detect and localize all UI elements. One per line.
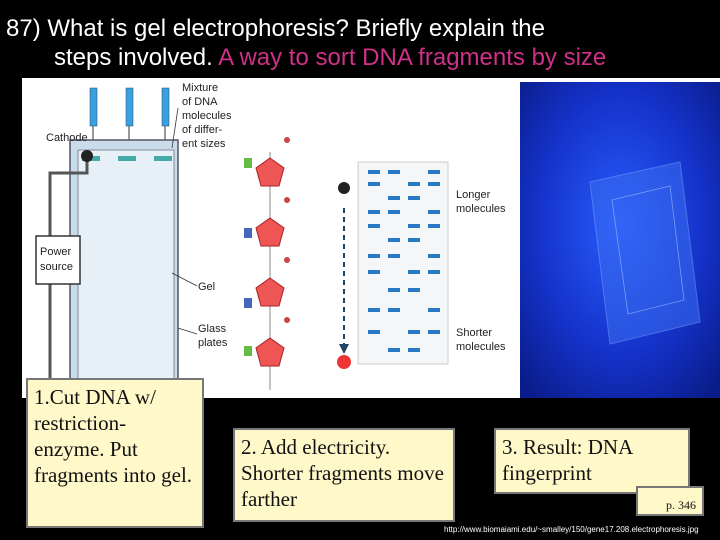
- mixture-label-4: of differ-: [182, 124, 223, 136]
- gel-band: [368, 254, 380, 258]
- gel-band: [368, 210, 380, 214]
- mixture-label-3: molecules: [182, 110, 232, 122]
- gel-band: [388, 288, 400, 292]
- step2-text: 2. Add electricity. Shorter fragments move farther: [241, 435, 444, 511]
- title-question: steps involved.: [54, 44, 213, 71]
- gel-band: [388, 196, 400, 200]
- dna-backbone: [244, 137, 290, 390]
- source-url: http://www.biomaiami.edu/~smalley/150/gene17.208.electrophoresis.jpg: [444, 525, 699, 534]
- gel-band: [408, 288, 420, 292]
- title-line1: 87) What is gel electrophoresis? Briefly explain the: [6, 15, 545, 42]
- glass-label-1: Glass: [198, 323, 227, 335]
- gel-band: [408, 270, 420, 274]
- mixture-label-5: ent sizes: [182, 138, 226, 150]
- longer-label-1: Longer: [456, 189, 491, 201]
- gel-band: [368, 330, 380, 334]
- gel-band: [408, 330, 420, 334]
- step3-text: 3. Result: DNA fingerprint: [502, 435, 633, 485]
- power-label-2: source: [40, 261, 74, 273]
- gel-band: [368, 182, 380, 186]
- page-reference: p. 346: [636, 486, 704, 516]
- gel-apparatus: [70, 140, 178, 390]
- gel-band: [388, 210, 400, 214]
- mixture-label-2: of DNA: [182, 96, 218, 108]
- gel-band: [388, 348, 400, 352]
- gel-band: [368, 170, 380, 174]
- power-label-1: Power: [40, 246, 72, 258]
- gel-band: [388, 254, 400, 258]
- gel-band: [408, 348, 420, 352]
- longer-label-2: molecules: [456, 203, 506, 215]
- gel-band: [428, 182, 440, 186]
- gel-band: [428, 308, 440, 312]
- glass-label-2: plates: [198, 337, 228, 349]
- step1-box: [26, 378, 204, 528]
- gel-band: [388, 170, 400, 174]
- gel-bands: [337, 162, 448, 369]
- slide-title: [6, 14, 716, 72]
- step3-box: [494, 428, 690, 494]
- gel-band: [408, 224, 420, 228]
- cathode-label: Cathode: [46, 132, 88, 144]
- shorter-label-1: Shorter: [456, 327, 493, 339]
- gel-band: [428, 270, 440, 274]
- step2-box: [233, 428, 455, 522]
- step1-text: 1.Cut DNA w/ restriction-enzyme. Put fragments into gel.: [34, 385, 193, 487]
- gel-band: [428, 170, 440, 174]
- title-answer: A way to sort DNA fragments by size: [218, 44, 607, 71]
- gel-band: [428, 210, 440, 214]
- gel-band: [388, 308, 400, 312]
- title-line2: [6, 43, 716, 72]
- gel-band: [408, 196, 420, 200]
- gel-photo: [520, 82, 720, 398]
- gel-band: [428, 254, 440, 258]
- gel-band: [368, 308, 380, 312]
- gel-band: [428, 330, 440, 334]
- mixture-label-1: Mixture: [182, 82, 219, 94]
- gel-label: Gel: [198, 281, 216, 293]
- gel-band: [408, 238, 420, 242]
- gel-band: [388, 238, 400, 242]
- gel-band: [428, 224, 440, 228]
- gel-band: [368, 224, 380, 228]
- gel-band: [408, 182, 420, 186]
- shorter-label-2: molecules: [456, 341, 506, 353]
- gel-band: [368, 270, 380, 274]
